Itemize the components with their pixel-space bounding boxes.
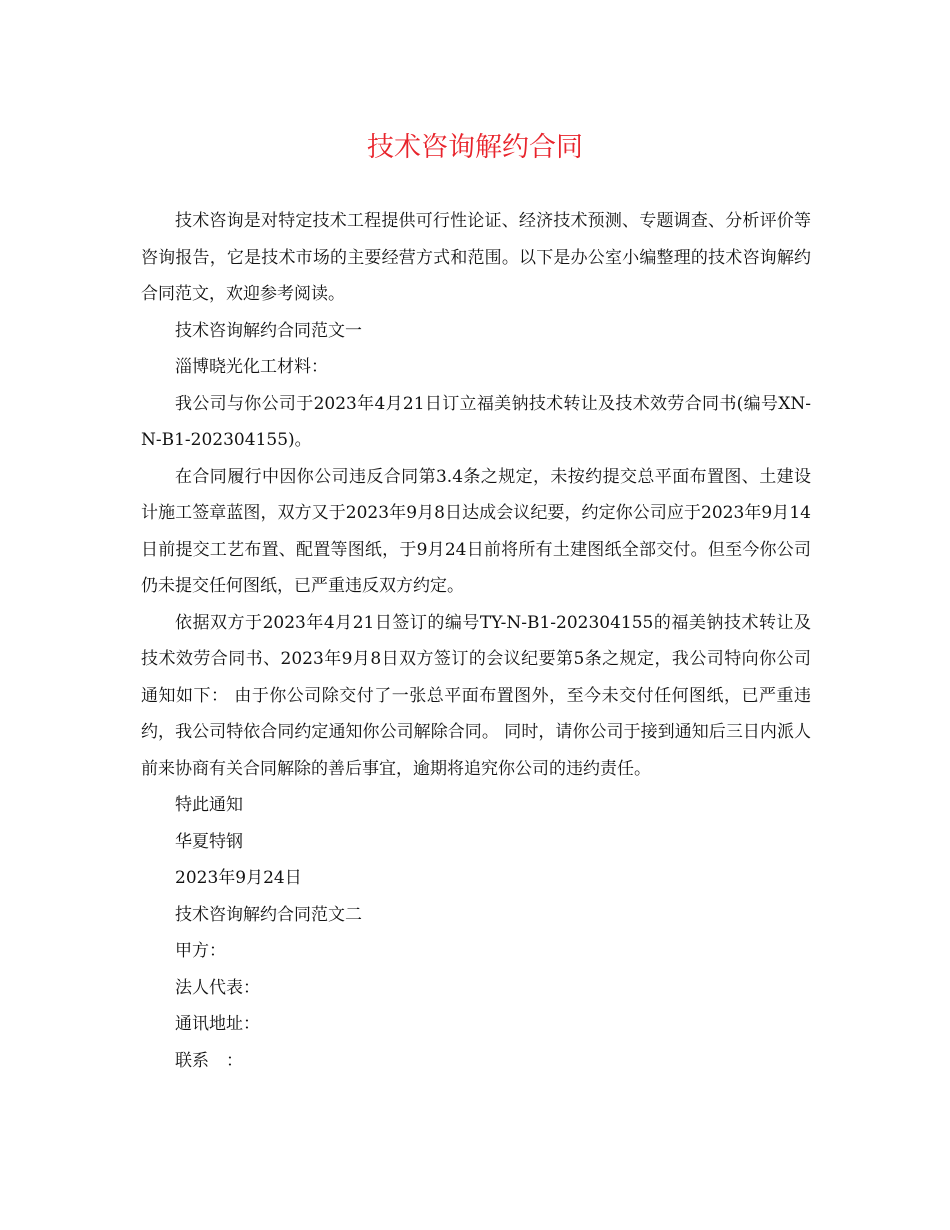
- mailing-address-field: 通讯地址：: [175, 1014, 260, 1034]
- breach-paragraph: 在合同履行中因你公司违反合同第3.4条之规定，未按约提交总平面布置图、土建设计施工签章蓝图，双方又于2023年9月8日达成会议纪要，约定你公司应于2023年9月14日前提交工艺布置、配置等图纸，于9月24日前将所有土建图纸全部交付。但至今你公司仍未提交任何图纸，已严重违反双方约定。: [141, 466, 811, 596]
- intro-paragraph: 技术咨询是对特定技术工程提供可行性论证、经济技术预测、专题调查、分析评价等咨询报告，它是技术市场的主要经营方式和范围。以下是办公室小编整理的技术咨询解约合同范文，欢迎参考阅读。: [141, 211, 811, 304]
- contact-field: 联系 ：: [175, 1050, 243, 1071]
- document-body: [141, 203, 811, 1079]
- termination-notice-paragraph: 依据双方于2023年4月21日签订的编号TY-N-B1-202304155的福美钠技术转让及技术效劳合同书、2023年9月8日双方签订的会议纪要第5条之规定，我公司特向你公司通知如下： 由于你公司除交付了一张总平面布置图外，至今未交付任何图纸，已严重违约，我公司特依合同约定通知你公司解除合同。 同时，请你公司于接到通知后三日内派人前来协商有关合同解除的善后事宜，逾期将追究你公司的违约责任。: [141, 612, 811, 779]
- contract-reference-paragraph: 我公司与你公司于2023年4月21日订立福美钠技术转让及技术效劳合同书(编号XN-N-B1-202304155)。: [141, 393, 811, 450]
- addressee: 淄博晓光化工材料：: [175, 357, 328, 377]
- sample-two-heading: 技术咨询解约合同范文二: [175, 904, 362, 925]
- notice-closing: 特此通知: [175, 795, 243, 815]
- legal-representative-field: 法人代表：: [175, 977, 260, 998]
- sender-name: 华夏特钢: [175, 831, 243, 852]
- party-a-field: 甲方：: [175, 941, 226, 961]
- notice-date: 2023年9月24日: [175, 868, 302, 888]
- document-title: 技术咨询解约合同: [367, 132, 583, 163]
- sample-one-heading: 技术咨询解约合同范文一: [175, 320, 362, 341]
